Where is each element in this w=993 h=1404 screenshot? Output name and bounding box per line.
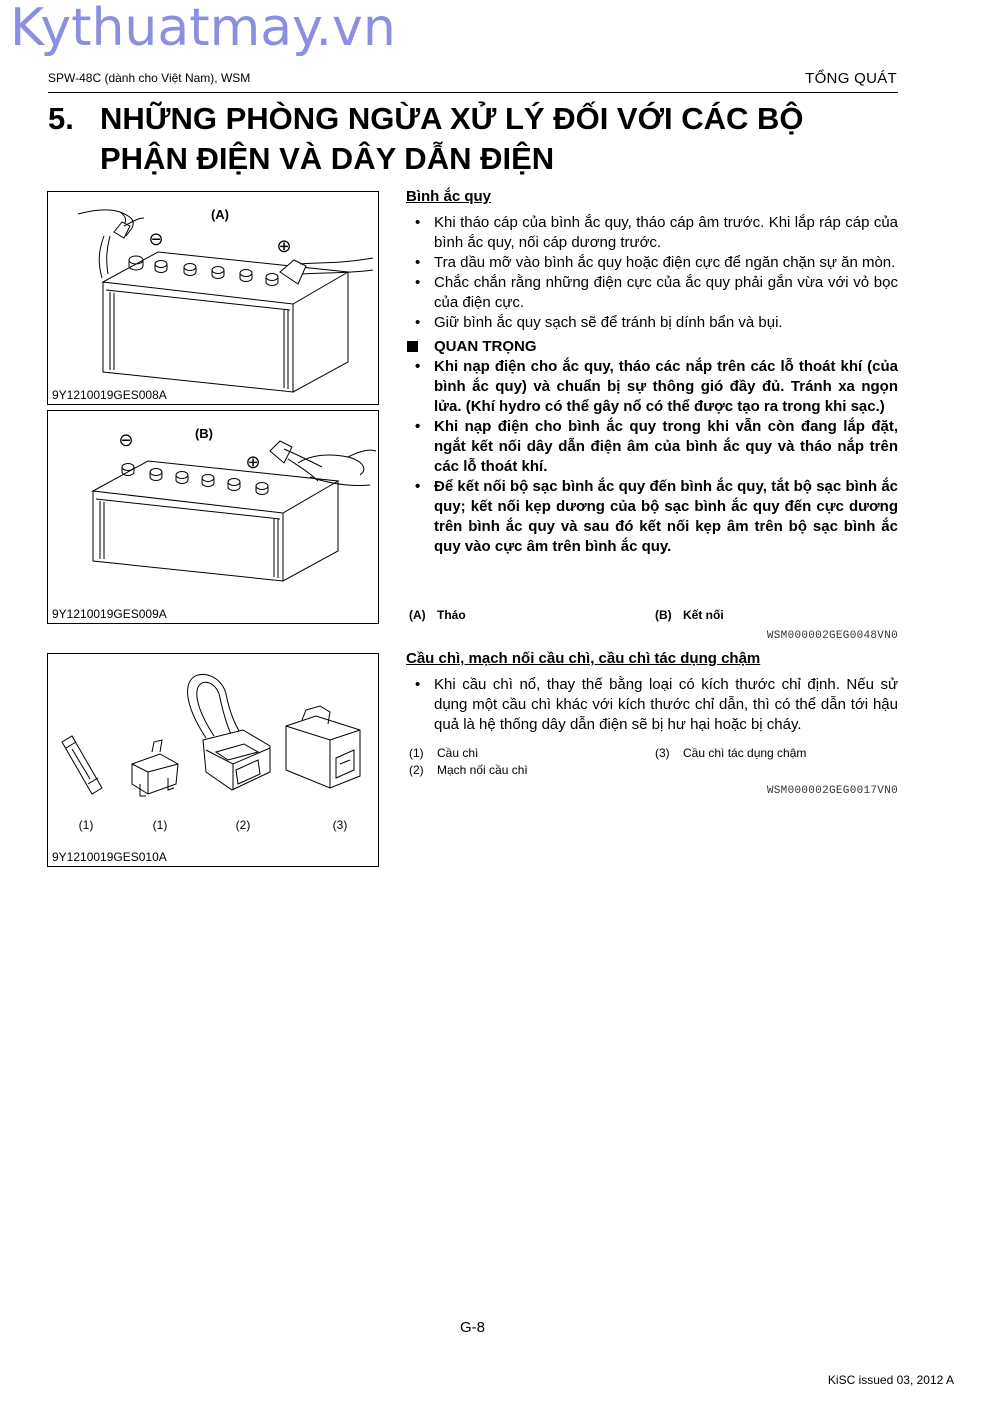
list-item: • Tra dầu mỡ vào bình ắc quy hoặc điện cực để ngăn chặn sự ăn mòn. — [406, 253, 898, 273]
important-heading — [406, 337, 898, 357]
plus-icon: ⊕ — [245, 452, 261, 473]
list-item: • Để kết nối bộ sạc bình ắc quy đến bình ắc quy, tắt bộ sạc bình ắc quy; kết nối kẹp dương của bộ sạc bình ắc quy đến cực dương trên bình ắc quy và sau đó kết nối kẹp âm trên bộ sạc bình ắc quy vào cực âm trên bình ắc quy. — [406, 477, 898, 557]
minus-icon: ⊖ — [118, 430, 134, 451]
legend-item-2: (2) Mạch nối cầu chì — [409, 763, 528, 777]
legend-item-1: (1) Cầu chì — [409, 746, 479, 760]
battery-section — [406, 187, 898, 557]
watermark: Kythuatmay.vn — [10, 0, 396, 58]
figure-battery-connect — [47, 410, 379, 624]
header-section: TỔNG QUÁT — [805, 70, 897, 87]
fuse-label-2: (2) — [235, 818, 251, 832]
fuses-illustration — [48, 654, 378, 866]
title-line-1: NHỮNG PHÒNG NGỪA XỬ LÝ ĐỐI VỚI CÁC BỘ — [100, 101, 804, 136]
list-item: • Chắc chắn rằng những điện cực của ắc quy phải gắn vừa với vỏ bọc của điện cực. — [406, 273, 898, 313]
minus-icon: ⊖ — [148, 229, 164, 250]
figure-b-code: 9Y1210019GES009A — [52, 607, 167, 621]
list-item: • Khi nạp điện cho bình ắc quy trong khi vẫn còn đang lắp đặt, ngắt kết nối dây dẫn điện âm của bình ắc quy và tháo nắp trên các lỗ thoát khí. — [406, 417, 898, 477]
legend-item-b: (B) Kết nối — [655, 608, 724, 622]
fuse-section-title: Cầu chì, mạch nối cầu chì, cầu chì tác dụng chậm — [406, 650, 761, 667]
figure-battery-remove — [47, 191, 379, 405]
figure-b-label: (B) — [194, 426, 214, 441]
battery-ref-code: WSM000002GEG0048VN0 — [766, 630, 898, 642]
figure-fuses — [47, 653, 379, 867]
list-item: • Khi tháo cáp của bình ắc quy, tháo cáp âm trước. Khi lắp ráp cáp của bình ắc quy, nối cáp dương trước. — [406, 213, 898, 253]
battery-section-title: Bình ắc quy — [406, 188, 492, 205]
fuse-ref-code: WSM000002GEG0017VN0 — [766, 785, 898, 797]
fuse-label-1b: (1) — [152, 818, 168, 832]
figure-c-code: 9Y1210019GES010A — [52, 850, 167, 864]
battery-connect-illustration — [48, 411, 378, 623]
plus-icon: ⊕ — [276, 236, 292, 257]
figure-a-code: 9Y1210019GES008A — [52, 388, 167, 402]
battery-bullet-list — [406, 213, 898, 333]
header-doc-name: SPW-48C (dành cho Việt Nam), WSM — [48, 71, 251, 85]
figure-a-label: (A) — [210, 207, 230, 222]
legend-item-a: (A) Tháo — [409, 608, 466, 622]
fuse-section — [406, 649, 898, 735]
title-line-2: PHẬN ĐIỆN VÀ DÂY DẪN ĐIỆN — [100, 141, 555, 176]
fuse-label-1a: (1) — [78, 818, 94, 832]
list-item: • Giữ bình ắc quy sạch sẽ để tránh bị dính bẩn và bụi. — [406, 313, 898, 333]
fuse-bullet-list — [406, 675, 898, 735]
header-divider — [48, 92, 898, 93]
important-square-icon — [407, 341, 418, 352]
important-bullet-list — [406, 357, 898, 557]
fuse-label-3: (3) — [332, 818, 348, 832]
battery-remove-illustration — [48, 192, 378, 404]
issue-info: KiSC issued 03, 2012 A — [827, 1373, 954, 1387]
title-number: 5. — [48, 101, 74, 136]
important-title: QUAN TRỌNG — [434, 338, 537, 355]
list-item: • Khi nạp điện cho ắc quy, tháo các nắp trên các lỗ thoát khí (của bình ắc quy) và chuẩn bị sự thông gió đầy đủ. Tránh xa ngọn lửa. (Khí hydro có thể gây nổ có thể được tạo ra trong khi sạc.) — [406, 357, 898, 417]
list-item: • Khi cầu chì nổ, thay thế bằng loại có kích thước chỉ định. Nếu sử dụng một cầu chì khác với kích thước chỉ dẫn, thì có thể dẫn tới hậu quả là hệ thống dây dẫn điện sẽ bị hư hại hoặc bị cháy. — [406, 675, 898, 735]
page-number: G-8 — [459, 1319, 485, 1336]
legend-item-3: (3) Cầu chì tác dụng chậm — [655, 746, 807, 760]
